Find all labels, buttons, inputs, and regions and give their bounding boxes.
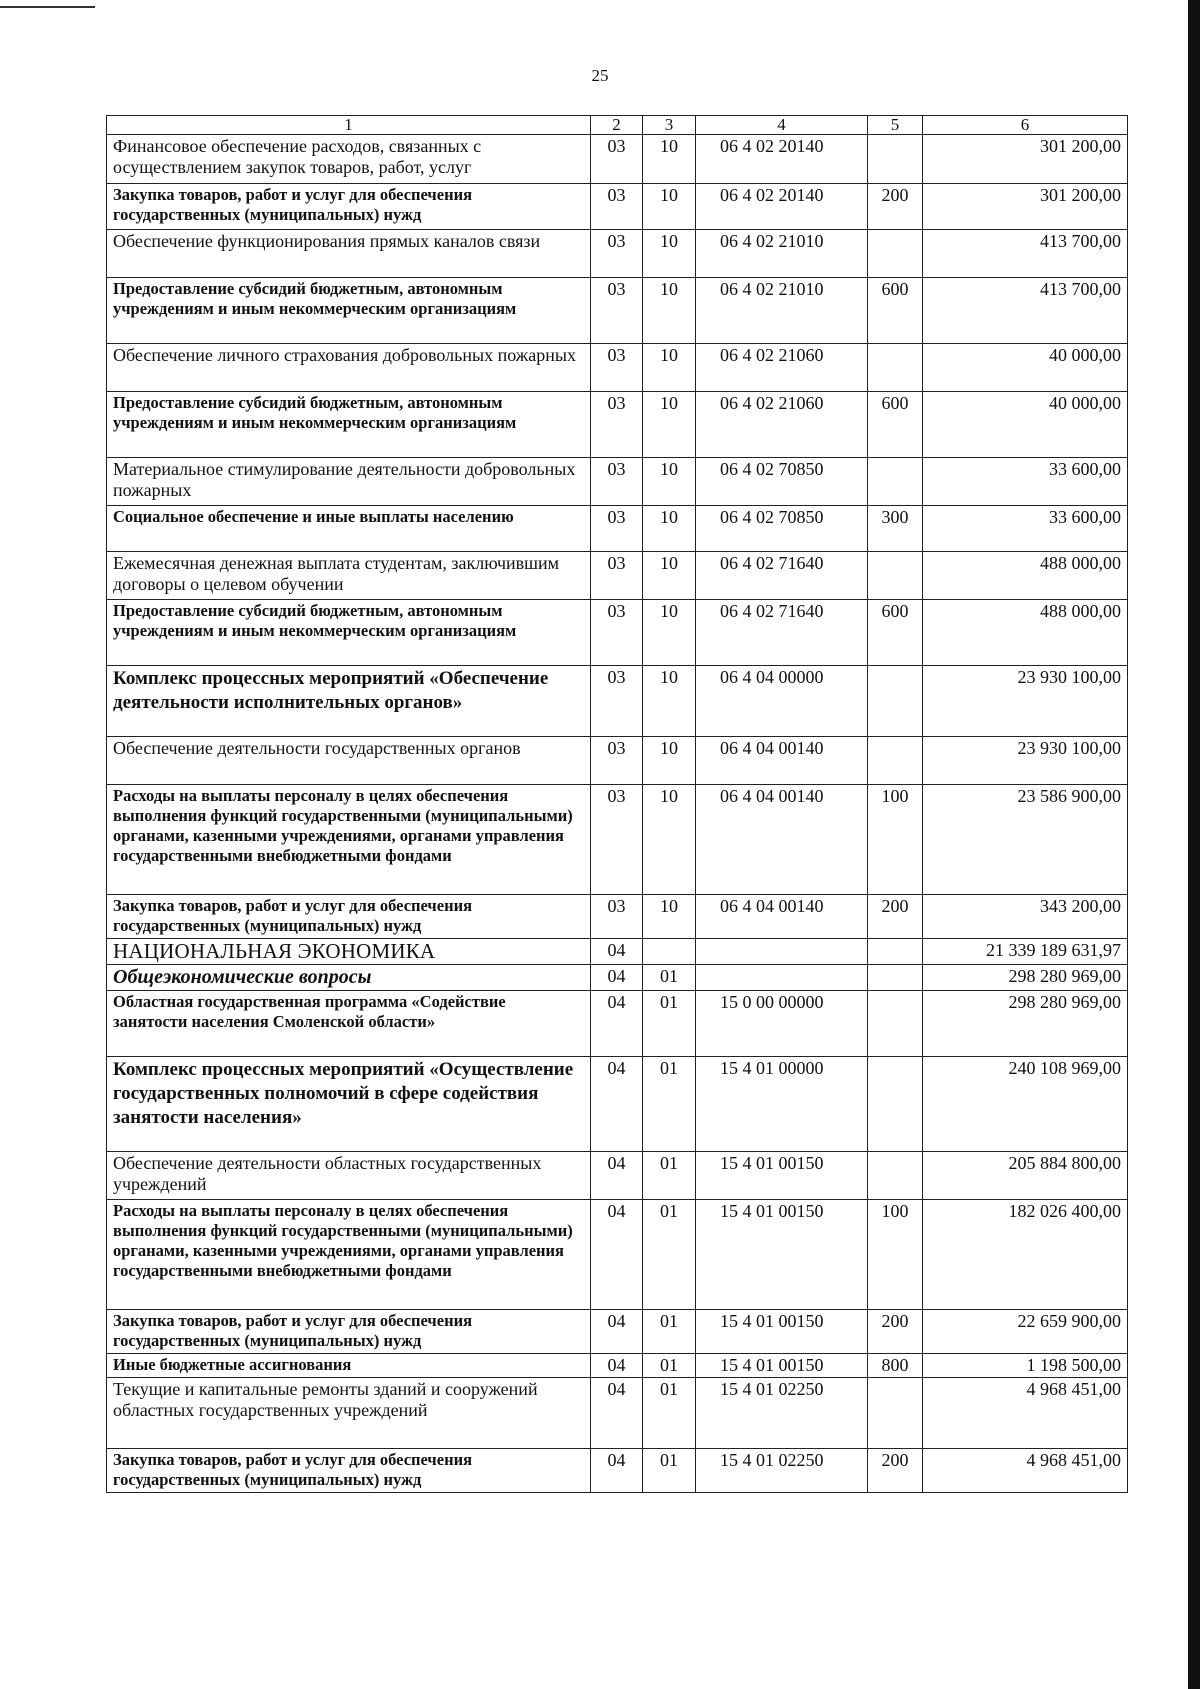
table-row (107, 1378, 1128, 1449)
row-name-cell: НАЦИОНАЛЬНАЯ ЭКОНОМИКА (107, 939, 591, 965)
row-name-cell: Областная государственная программа «Содействие занятости населения Смоленской области» (107, 991, 591, 1057)
table-row (107, 737, 1128, 785)
amount-cell: 301 200,00 (923, 135, 1128, 184)
row-name-cell: Обеспечение функционирования прямых каналов связи (107, 230, 591, 278)
expense-type-cell: 100 (868, 1200, 923, 1310)
target-article-cell: 06 4 02 21010 (696, 278, 868, 344)
target-article-cell: 06 4 02 71640 (696, 552, 868, 600)
subsection-code-cell: 10 (643, 506, 696, 552)
subsection-code-cell: 01 (643, 965, 696, 991)
target-article-cell: 06 4 04 00140 (696, 895, 868, 939)
row-name-cell: Расходы на выплаты персоналу в целях обеспечения выполнения функций государственными (муниципальными) органами, казенными учреждениями, органами управления государственными внебюджетными фондами (107, 1200, 591, 1310)
table-row (107, 506, 1128, 552)
table-row (107, 230, 1128, 278)
section-code-cell: 03 (591, 135, 643, 184)
target-article-cell: 06 4 04 00000 (696, 666, 868, 737)
row-name-cell: Закупка товаров, работ и услуг для обеспечения государственных (муниципальных) нужд (107, 895, 591, 939)
subsection-code-cell: 10 (643, 344, 696, 392)
section-code-cell: 03 (591, 600, 643, 666)
table-row (107, 785, 1128, 895)
section-code-cell: 04 (591, 939, 643, 965)
table-row (107, 1152, 1128, 1200)
column-header-5: 5 (868, 116, 923, 135)
column-header-4: 4 (696, 116, 868, 135)
table-row (107, 1200, 1128, 1310)
expense-type-cell (868, 666, 923, 737)
subsection-code-cell: 01 (643, 1449, 696, 1493)
row-name-cell: Комплекс процессных мероприятий «Обеспечение деятельности исполнительных органов» (107, 666, 591, 737)
section-code-cell: 04 (591, 1354, 643, 1378)
amount-cell: 413 700,00 (923, 230, 1128, 278)
amount-cell: 240 108 969,00 (923, 1057, 1128, 1152)
scan-right-edge (1188, 0, 1200, 1689)
amount-cell: 40 000,00 (923, 344, 1128, 392)
amount-cell: 23 586 900,00 (923, 785, 1128, 895)
subsection-code-cell: 01 (643, 991, 696, 1057)
row-name-cell: Закупка товаров, работ и услуг для обеспечения государственных (муниципальных) нужд (107, 1449, 591, 1493)
column-header-1: 1 (107, 116, 591, 135)
amount-cell: 4 968 451,00 (923, 1378, 1128, 1449)
section-code-cell: 03 (591, 392, 643, 458)
subsection-code-cell: 10 (643, 184, 696, 230)
subsection-code-cell: 01 (643, 1057, 696, 1152)
row-name-cell: Обеспечение деятельности областных государственных учреждений (107, 1152, 591, 1200)
target-article-cell: 15 4 01 00150 (696, 1310, 868, 1354)
table-row (107, 135, 1128, 184)
target-article-cell: 15 4 01 00150 (696, 1200, 868, 1310)
column-header-6: 6 (923, 116, 1128, 135)
target-article-cell: 15 4 01 02250 (696, 1449, 868, 1493)
expense-type-cell: 200 (868, 1449, 923, 1493)
section-code-cell: 04 (591, 1057, 643, 1152)
expense-type-cell (868, 1057, 923, 1152)
table-row (107, 184, 1128, 230)
scan-top-line (0, 6, 95, 8)
target-article-cell: 15 4 01 02250 (696, 1378, 868, 1449)
table-row (107, 1449, 1128, 1493)
section-code-cell: 04 (591, 1152, 643, 1200)
amount-cell: 301 200,00 (923, 184, 1128, 230)
section-code-cell: 03 (591, 506, 643, 552)
table-row (107, 1354, 1128, 1378)
section-code-cell: 03 (591, 785, 643, 895)
target-article-cell: 06 4 02 70850 (696, 458, 868, 506)
subsection-code-cell: 10 (643, 392, 696, 458)
table-row (107, 278, 1128, 344)
amount-cell: 23 930 100,00 (923, 666, 1128, 737)
target-article-cell: 15 4 01 00000 (696, 1057, 868, 1152)
table-row (107, 1057, 1128, 1152)
row-name-cell: Иные бюджетные ассигнования (107, 1354, 591, 1378)
section-code-cell: 03 (591, 230, 643, 278)
section-code-cell: 04 (591, 1200, 643, 1310)
subsection-code-cell: 01 (643, 1310, 696, 1354)
amount-cell: 23 930 100,00 (923, 737, 1128, 785)
section-code-cell: 03 (591, 552, 643, 600)
expense-type-cell: 600 (868, 600, 923, 666)
expense-type-cell (868, 1378, 923, 1449)
expense-type-cell (868, 965, 923, 991)
amount-cell: 33 600,00 (923, 506, 1128, 552)
row-name-cell: Предоставление субсидий бюджетным, автономным учреждениям и иным некоммерческим организациям (107, 392, 591, 458)
amount-cell: 488 000,00 (923, 552, 1128, 600)
row-name-cell: Обеспечение деятельности государственных органов (107, 737, 591, 785)
target-article-cell: 06 4 02 21060 (696, 344, 868, 392)
row-name-cell: Финансовое обеспечение расходов, связанных с осуществлением закупок товаров, работ, услуг (107, 135, 591, 184)
amount-cell: 298 280 969,00 (923, 965, 1128, 991)
section-code-cell: 04 (591, 991, 643, 1057)
amount-cell: 4 968 451,00 (923, 1449, 1128, 1493)
section-code-cell: 03 (591, 666, 643, 737)
expense-type-cell (868, 1152, 923, 1200)
amount-cell: 1 198 500,00 (923, 1354, 1128, 1378)
amount-cell: 298 280 969,00 (923, 991, 1128, 1057)
expense-type-cell (868, 939, 923, 965)
table-body (107, 116, 1128, 1493)
subsection-code-cell: 10 (643, 666, 696, 737)
table-header-row (107, 116, 1128, 135)
subsection-code-cell: 01 (643, 1354, 696, 1378)
table-row (107, 666, 1128, 737)
expense-type-cell: 600 (868, 278, 923, 344)
budget-table (106, 115, 1128, 1493)
section-code-cell: 03 (591, 344, 643, 392)
section-code-cell: 04 (591, 965, 643, 991)
section-code-cell: 04 (591, 1310, 643, 1354)
expense-type-cell: 200 (868, 1310, 923, 1354)
row-name-cell: Закупка товаров, работ и услуг для обеспечения государственных (муниципальных) нужд (107, 184, 591, 230)
table-row (107, 458, 1128, 506)
expense-type-cell (868, 230, 923, 278)
subsection-code-cell: 10 (643, 785, 696, 895)
table-row (107, 392, 1128, 458)
section-code-cell: 03 (591, 737, 643, 785)
expense-type-cell: 800 (868, 1354, 923, 1378)
amount-cell: 413 700,00 (923, 278, 1128, 344)
target-article-cell: 06 4 02 70850 (696, 506, 868, 552)
subsection-code-cell: 10 (643, 230, 696, 278)
table-row (107, 552, 1128, 600)
target-article-cell: 15 4 01 00150 (696, 1152, 868, 1200)
amount-cell: 33 600,00 (923, 458, 1128, 506)
amount-cell: 40 000,00 (923, 392, 1128, 458)
target-article-cell: 06 4 04 00140 (696, 785, 868, 895)
subsection-code-cell: 10 (643, 737, 696, 785)
expense-type-cell: 300 (868, 506, 923, 552)
subsection-code-cell: 10 (643, 458, 696, 506)
table-row (107, 1310, 1128, 1354)
expense-type-cell: 600 (868, 392, 923, 458)
target-article-cell: 06 4 02 71640 (696, 600, 868, 666)
section-code-cell: 04 (591, 1449, 643, 1493)
expense-type-cell: 200 (868, 184, 923, 230)
subsection-code-cell: 10 (643, 600, 696, 666)
page-number: 25 (591, 66, 609, 85)
row-name-cell: Закупка товаров, работ и услуг для обеспечения государственных (муниципальных) нужд (107, 1310, 591, 1354)
expense-type-cell (868, 991, 923, 1057)
table-row (107, 991, 1128, 1057)
subsection-code-cell: 10 (643, 895, 696, 939)
amount-cell: 21 339 189 631,97 (923, 939, 1128, 965)
subsection-code-cell: 10 (643, 552, 696, 600)
section-code-cell: 04 (591, 1378, 643, 1449)
column-header-2: 2 (591, 116, 643, 135)
expense-type-cell (868, 135, 923, 184)
table-row (107, 600, 1128, 666)
row-name-cell: Ежемесячная денежная выплата студентам, заключившим договоры о целевом обучении (107, 552, 591, 600)
amount-cell: 488 000,00 (923, 600, 1128, 666)
expense-type-cell (868, 552, 923, 600)
target-article-cell: 06 4 04 00140 (696, 737, 868, 785)
target-article-cell: 15 0 00 00000 (696, 991, 868, 1057)
target-article-cell: 06 4 02 20140 (696, 184, 868, 230)
row-name-cell: Текущие и капитальные ремонты зданий и сооружений областных государственных учреждений (107, 1378, 591, 1449)
row-name-cell: Расходы на выплаты персоналу в целях обеспечения выполнения функций государственными (муниципальными) органами, казенными учреждениями, органами управления государственными внебюджетными фондами (107, 785, 591, 895)
subsection-code-cell (643, 939, 696, 965)
target-article-cell (696, 939, 868, 965)
target-article-cell: 06 4 02 21060 (696, 392, 868, 458)
amount-cell: 182 026 400,00 (923, 1200, 1128, 1310)
subsection-code-cell: 01 (643, 1378, 696, 1449)
section-code-cell: 03 (591, 278, 643, 344)
section-code-cell: 03 (591, 895, 643, 939)
row-name-cell: Предоставление субсидий бюджетным, автономным учреждениям и иным некоммерческим организациям (107, 278, 591, 344)
row-name-cell: Обеспечение личного страхования добровольных пожарных (107, 344, 591, 392)
expense-type-cell (868, 344, 923, 392)
expense-type-cell (868, 458, 923, 506)
row-name-cell: Социальное обеспечение и иные выплаты населению (107, 506, 591, 552)
target-article-cell (696, 965, 868, 991)
subsection-code-cell: 01 (643, 1200, 696, 1310)
subsection-code-cell: 10 (643, 135, 696, 184)
target-article-cell: 15 4 01 00150 (696, 1354, 868, 1378)
expense-type-cell (868, 737, 923, 785)
target-article-cell: 06 4 02 21010 (696, 230, 868, 278)
amount-cell: 205 884 800,00 (923, 1152, 1128, 1200)
table-row (107, 939, 1128, 965)
column-header-3: 3 (643, 116, 696, 135)
section-code-cell: 03 (591, 184, 643, 230)
expense-type-cell: 200 (868, 895, 923, 939)
amount-cell: 22 659 900,00 (923, 1310, 1128, 1354)
section-code-cell: 03 (591, 458, 643, 506)
table-row (107, 965, 1128, 991)
subsection-code-cell: 10 (643, 278, 696, 344)
row-name-cell: Материальное стимулирование деятельности добровольных пожарных (107, 458, 591, 506)
table-row (107, 895, 1128, 939)
target-article-cell: 06 4 02 20140 (696, 135, 868, 184)
amount-cell: 343 200,00 (923, 895, 1128, 939)
table-row (107, 344, 1128, 392)
row-name-cell: Общеэкономические вопросы (107, 965, 591, 991)
row-name-cell: Предоставление субсидий бюджетным, автономным учреждениям и иным некоммерческим организациям (107, 600, 591, 666)
expense-type-cell: 100 (868, 785, 923, 895)
subsection-code-cell: 01 (643, 1152, 696, 1200)
row-name-cell: Комплекс процессных мероприятий «Осуществление государственных полномочий в сфере содействия занятости населения» (107, 1057, 591, 1152)
